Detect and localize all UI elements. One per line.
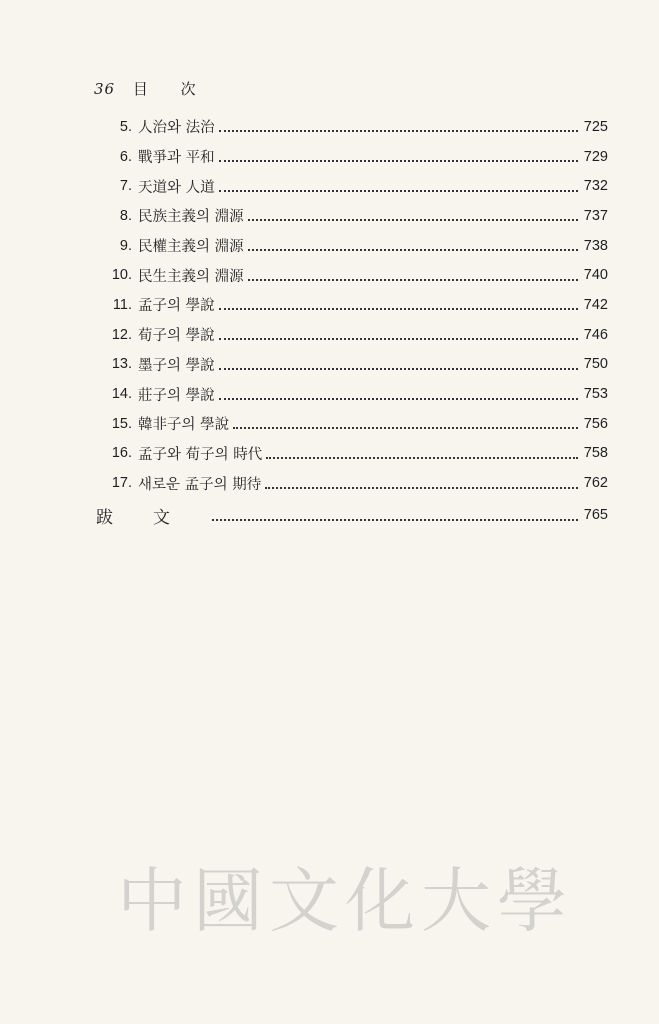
toc-entry-number: 7. [119, 178, 132, 195]
toc-entry-number: 5. [119, 118, 132, 135]
toc-entry-page: 732 [583, 178, 608, 195]
toc-entry-title: 人治와 法治 [138, 120, 215, 137]
toc-entry [96, 350, 608, 380]
toc-entry-title: 民權主義의 淵源 [138, 239, 244, 256]
toc-entry-title: 孟子의 學說 [138, 298, 215, 315]
toc-entry [96, 320, 608, 350]
toc-entry [96, 290, 608, 320]
toc-entry-page: 740 [583, 267, 608, 284]
toc-entry-title: 戰爭과 平和 [138, 150, 215, 167]
toc-leader-dots [248, 218, 578, 221]
toc-entry-page: 742 [583, 296, 608, 313]
toc-leader-dots [265, 486, 578, 489]
toc-entry-number: 11. [112, 296, 132, 313]
toc-entry-title: 莊子의 學說 [138, 387, 215, 404]
running-head-title: 目 次 [132, 80, 210, 98]
toc-entry-page: 746 [583, 326, 608, 343]
toc-entry [96, 231, 608, 261]
table-of-contents [96, 112, 608, 498]
toc-leader-dots [248, 278, 578, 281]
toc-entry-number: 17. [111, 475, 132, 492]
toc-leader-dots [219, 397, 578, 400]
toc-entry-page: 750 [583, 356, 608, 373]
postscript-page: 765 [583, 507, 608, 523]
postscript-entry [96, 500, 608, 530]
toc-leader-dots [219, 367, 578, 370]
toc-entry-title: 墨子의 學說 [138, 357, 215, 374]
toc-entry [96, 439, 608, 469]
toc-entry-number: 13. [111, 356, 132, 373]
toc-entry-title: 孟子와 荀子의 時代 [138, 446, 263, 463]
toc-entry-number: 10. [111, 267, 132, 284]
toc-entry-number: 14. [111, 386, 132, 403]
toc-entry-page: 758 [583, 445, 608, 462]
toc-entry [96, 171, 608, 201]
toc-entry-title: 民生主義의 淵源 [138, 268, 244, 285]
toc-leader-dots [219, 307, 578, 310]
toc-entry-number: 15. [111, 415, 132, 432]
toc-entry-title: 새로운 孟子의 期待 [138, 476, 262, 493]
toc-leader-dots [219, 189, 578, 192]
toc-entry-page: 762 [583, 475, 608, 492]
toc-entry-title: 韓非子의 學說 [138, 417, 230, 434]
postscript-title: 跋文 [96, 507, 210, 528]
toc-entry-number: 12. [111, 326, 132, 343]
toc-leader-dots [248, 248, 578, 251]
toc-entry [96, 112, 608, 142]
toc-entry-number: 9. [119, 237, 132, 254]
toc-entry-page: 756 [583, 415, 608, 432]
toc-entry-number: 16. [111, 445, 132, 462]
toc-entry-page: 753 [583, 386, 608, 403]
toc-entry-number: 6. [119, 148, 132, 165]
toc-entry-title: 荀子의 學說 [138, 328, 215, 345]
toc-leader-dots [266, 456, 578, 459]
toc-entry [96, 468, 608, 498]
toc-entry [96, 260, 608, 290]
toc-leader-dots [219, 159, 578, 162]
toc-leader-dots [212, 518, 578, 521]
toc-entry-page: 738 [583, 237, 608, 254]
toc-entry [96, 201, 608, 231]
toc-entry-title: 民族主義의 淵源 [138, 209, 244, 226]
toc-entry-title: 天道와 人道 [138, 179, 215, 196]
toc-entry-page: 725 [583, 118, 608, 135]
toc-leader-dots [233, 426, 578, 429]
toc-entry-number: 8. [119, 207, 132, 224]
toc-leader-dots [219, 129, 578, 132]
toc-entry-page: 737 [583, 207, 608, 224]
university-watermark: 中國文化大學 [117, 860, 573, 942]
toc-entry [96, 142, 608, 172]
toc-entry-page: 729 [583, 148, 608, 165]
running-head [94, 78, 210, 99]
toc-entry [96, 379, 608, 409]
page-number: 36 [94, 80, 116, 98]
toc-entry [96, 409, 608, 439]
toc-leader-dots [219, 337, 578, 340]
